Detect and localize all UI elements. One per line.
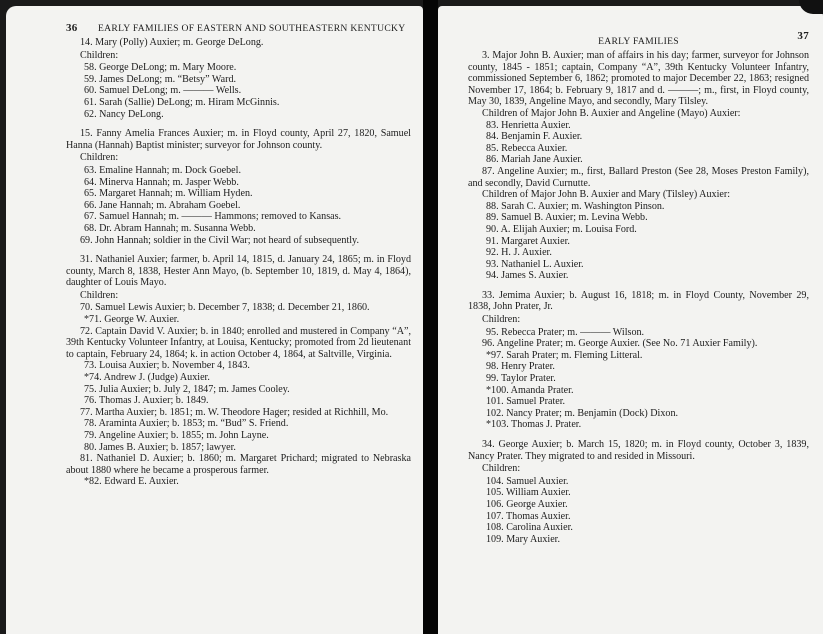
left-page-header bbox=[66, 23, 411, 37]
entry-line: 104. Samuel Auxier. bbox=[486, 475, 569, 487]
children-label: Children: bbox=[80, 49, 119, 61]
children-label: Children: bbox=[482, 314, 521, 326]
left-page-body bbox=[66, 37, 411, 488]
entry-line: 98. Henry Prater. bbox=[486, 361, 555, 373]
entry-line: 78. Araminta Auxier; b. 1853; m. “Bud” S. Friend. bbox=[84, 418, 289, 430]
entry-line: 89. Samuel B. Auxier; m. Levina Webb. bbox=[486, 212, 648, 224]
entry-line: 66. Jane Hannah; m. Abraham Goebel. bbox=[84, 199, 241, 211]
entry-line: 101. Samuel Prater. bbox=[486, 396, 566, 408]
entry-paragraph: 81. Nathaniel D. Auxier; b. 1860; m. Margaret Prichard; migrated to Nebraska about 1880 where he became a prosperous farmer. bbox=[66, 453, 411, 476]
entry-line: *74. Andrew J. (Judge) Auxier. bbox=[84, 372, 210, 384]
entry-paragraph: Children of Major John B. Auxier and Mary (Tilsley) Auxier: bbox=[482, 189, 731, 201]
entry-line: 63. Emaline Hannah; m. Dock Goebel. bbox=[84, 164, 241, 176]
children-label: Children: bbox=[482, 463, 521, 475]
entry-paragraph: 77. Martha Auxier; b. 1851; m. W. Theodore Hager; resided at Richhill, Mo. bbox=[80, 406, 389, 418]
entry-line: 86. Mariah Jane Auxier. bbox=[486, 154, 583, 166]
entry-line: 65. Margaret Hannah; m. William Hyden. bbox=[84, 188, 253, 200]
section-gap bbox=[66, 120, 411, 128]
entry-line: 99. Taylor Prater. bbox=[486, 373, 556, 385]
entry-line: 79. Angeline Auxier; b. 1855; m. John Layne. bbox=[84, 430, 269, 441]
entry-line: 68. Dr. Abram Hannah; m. Susanna Webb. bbox=[84, 222, 256, 234]
entry-line: 73. Louisa Auxier; b. November 4, 1843. bbox=[84, 360, 250, 372]
entry-line: 62. Nancy DeLong. bbox=[84, 108, 164, 120]
entry-line: 93. Nathaniel L. Auxier. bbox=[486, 258, 584, 270]
entry-paragraph: 87. Angeline Auxier; m., first, Ballard Preston (See 28, Moses Preston Family), and secondly, David Curnutte. bbox=[468, 165, 809, 189]
entry-paragraph: 3. Major John B. Auxier; man of affairs in his day; farmer, surveyor for Johnson county, 1845 - 1851; captain, Company “A”, 39th Kentucky Volunteer Infantry, commissioned September 6, 1862; promoted to major December 22, 1863; resigned November 17, 1864; b. February 9, 1817 and d. ———; m., first, in Floyd county, May 30, 1839, Angeline Mayo, and secondly, Mary Tilsley. bbox=[468, 50, 809, 108]
entry-line: 92. H. J. Auxier. bbox=[486, 247, 552, 259]
section-gap bbox=[468, 282, 809, 290]
left-page bbox=[6, 6, 423, 634]
entry-line: 102. Nancy Prater; m. Benjamin (Dock) Dixon. bbox=[486, 407, 679, 419]
right-page-header bbox=[468, 30, 809, 50]
entry-line: 95. Rebecca Prater; m. ——— Wilson. bbox=[486, 326, 645, 338]
running-title: EARLY FAMILIES bbox=[598, 36, 679, 47]
entry-line: *103. Thomas J. Prater. bbox=[486, 419, 582, 431]
children-label: Children: bbox=[80, 289, 119, 301]
section-gap bbox=[66, 246, 411, 254]
entry-line: 59. James DeLong; m. “Betsy” Ward. bbox=[84, 73, 237, 85]
entry-line: *100. Amanda Prater. bbox=[486, 384, 574, 396]
entry-line: 60. Samuel DeLong; m. ——— Wells. bbox=[84, 85, 242, 97]
entry-line: 75. Julia Auxier; b. July 2, 1847; m. James Cooley. bbox=[84, 383, 290, 395]
running-title: EARLY FAMILIES OF EASTERN AND SOUTHEASTERN KENTUCKY bbox=[98, 23, 406, 34]
entry-line: 94. James S. Auxier. bbox=[486, 270, 569, 282]
entry-paragraph: Children of Major John B. Auxier and Angeline (Mayo) Auxier: bbox=[482, 107, 741, 119]
entry-line: 107. Thomas Auxier. bbox=[486, 510, 571, 522]
entry-paragraph: 34. George Auxier; b. March 15, 1820; m. in Floyd county, October 3, 1839, Nancy Prater. They migrated to and resided in Missouri. bbox=[468, 439, 809, 462]
entry-paragraph: 33. Jemima Auxier; b. August 16, 1818; m. in Floyd County, November 29, 1838, John Prater, Jr. bbox=[468, 289, 809, 313]
page-number: 36 bbox=[66, 22, 78, 34]
entry-line: *82. Edward E. Auxier. bbox=[84, 476, 179, 488]
entry-line: 64. Minerva Hannah; m. Jasper Webb. bbox=[84, 176, 239, 188]
entry-paragraph: 14. Mary (Polly) Auxier; m. George DeLong. bbox=[80, 37, 264, 48]
entry-paragraph: 15. Fanny Amelia Frances Auxier; m. in Floyd county, April 27, 1820, Samuel Hanna (Hannah) Baptist minister; surveyor for Johnson county. bbox=[66, 128, 411, 151]
children-label: Children: bbox=[80, 152, 119, 164]
entry-line: 85. Rebecca Auxier. bbox=[486, 142, 568, 154]
entry-line: 61. Sarah (Sallie) DeLong; m. Hiram McGinnis. bbox=[84, 96, 280, 108]
entry-line: 90. A. Elijah Auxier; m. Louisa Ford. bbox=[486, 223, 637, 235]
page-number: 37 bbox=[797, 30, 809, 42]
entry-line: 80. James B. Auxier; b. 1857; lawyer. bbox=[84, 441, 236, 453]
entry-paragraph: 69. John Hannah; soldier in the Civil War; not heard of subsequently. bbox=[80, 234, 359, 246]
book-gutter bbox=[423, 0, 438, 634]
entry-line: *97. Sarah Prater; m. Fleming Litteral. bbox=[486, 349, 643, 361]
entry-line: 76. Thomas J. Auxier; b. 1849. bbox=[84, 395, 209, 407]
entry-line: 84. Benjamin F. Auxier. bbox=[486, 131, 583, 143]
entry-line: 108. Carolina Auxier. bbox=[486, 522, 573, 534]
entry-line: 58. George DeLong; m. Mary Moore. bbox=[84, 62, 237, 74]
entry-line: 88. Sarah C. Auxier; m. Washington Pinson. bbox=[486, 200, 665, 212]
entry-line: 109. Mary Auxier. bbox=[486, 533, 561, 545]
entry-paragraph: 70. Samuel Lewis Auxier; b. December 7, 1838; d. December 21, 1860. bbox=[80, 302, 370, 314]
entry-line: *71. George W. Auxier. bbox=[84, 314, 180, 326]
right-page bbox=[438, 6, 823, 634]
entry-paragraph: 72. Captain David V. Auxier; b. in 1840; enrolled and mustered in Company “A”, 39th Kentucky Volunteer Infantry, at Louisa, Kentucky; promoted from 2d lieutenant to captain, February 24, 1864; k. in action October 4, 1864, at Saltville, Virginia. bbox=[66, 325, 411, 360]
entry-paragraph: 31. Nathaniel Auxier; farmer, b. April 14, 1815, d. January 24, 1865; m. in Floyd county, March 8, 1838, Hester Ann Mayo, (b. September 10, 1819, d. May 4, 1864), daughter of Louis Mayo. bbox=[66, 254, 411, 289]
entry-line: 105. William Auxier. bbox=[486, 487, 571, 499]
entry-line: 106. George Auxier. bbox=[486, 498, 568, 510]
right-page-body bbox=[468, 50, 809, 545]
entry-line: 91. Margaret Auxier. bbox=[486, 235, 570, 247]
section-gap bbox=[468, 431, 809, 439]
entry-line: 83. Henrietta Auxier. bbox=[486, 119, 571, 131]
entry-line: 67. Samuel Hannah; m. ——— Hammons; removed to Kansas. bbox=[84, 211, 342, 223]
entry-paragraph: 96. Angeline Prater; m. George Auxier. (See No. 71 Auxier Family). bbox=[482, 338, 758, 350]
